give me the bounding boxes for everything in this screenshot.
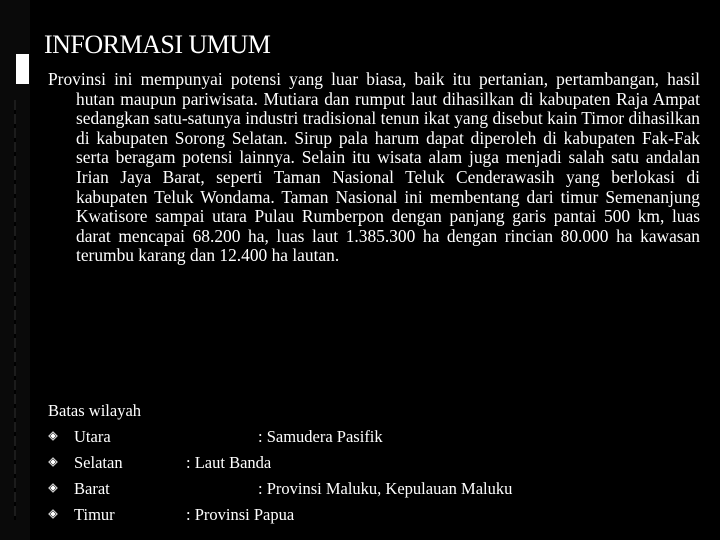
boundaries-list	[48, 424, 688, 528]
boundaries-heading: Batas wilayah	[48, 401, 142, 420]
body-paragraph: Provinsi ini mempunyai potensi yang luar biasa, baik itu pertanian, pertambangan, hasil hutan maupun pariwisata. Mutiara dan rumput laut dihasilkan di kabupaten Raja Ampat sedangkan satu-satunya industri tradisional tenun ikat yang disebut kain Timor dihasilkan di kabupaten Sorong Selatan. Sirup pala harum dapat diperoleh di kabupaten Fak-Fak serta beragam potensi lainnya. Selain itu wisata alam juga menjadi salah satu andalan Irian Jaya Barat, seperti Taman Nasional Teluk Cenderawasih yang berlokasi di kabupaten Teluk Wondama. Taman Nasional ini membentang dari timur Semenanjung Kwatisore sampai utara Pulau Rumberpon dengan panjang garis pantai 500 km, luas darat mencapai 68.200 ha, luas laut 1.385.300 ha dengan rincian 80.000 ha kawasan terumbu karang dan 12.400 ha lautan.	[48, 69, 700, 266]
decorative-edge-stripes	[14, 100, 16, 520]
diamond-bullet-icon	[48, 484, 57, 493]
boundary-value: : Samudera Pasifik	[258, 427, 383, 446]
boundary-value: : Laut Banda	[186, 453, 272, 472]
title-accent-block	[16, 54, 29, 84]
boundary-direction-label: Selatan	[74, 453, 123, 472]
boundary-direction-label: Barat	[74, 479, 110, 498]
boundary-direction-label: Utara	[74, 427, 111, 446]
slide-title: INFORMASI UMUM	[44, 30, 271, 59]
diamond-bullet-icon	[48, 510, 57, 519]
boundaries-section	[48, 398, 688, 528]
diamond-bullet-icon	[48, 432, 57, 441]
diamond-bullet-icon	[48, 458, 57, 467]
boundary-value: : Provinsi Papua	[186, 505, 295, 524]
list-item	[48, 476, 688, 502]
boundary-value: : Provinsi Maluku, Kepulauan Maluku	[258, 479, 513, 498]
list-item	[48, 502, 688, 528]
boundary-direction-label: Timur	[74, 505, 115, 524]
list-item	[48, 450, 688, 476]
list-item	[48, 424, 688, 450]
